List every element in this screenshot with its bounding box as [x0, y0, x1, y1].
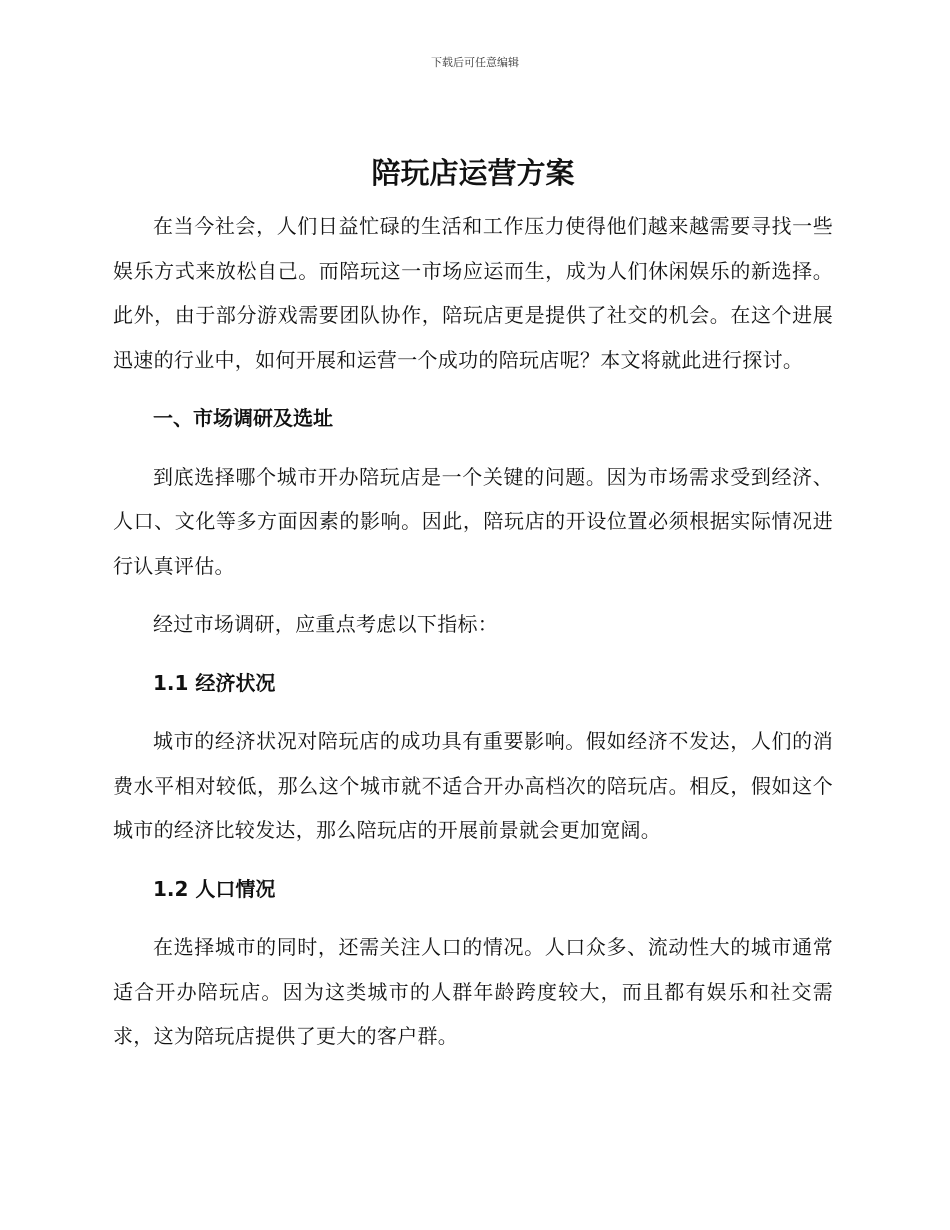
document-body	[113, 150, 833, 1059]
subsection-population-paragraph: 在选择城市的同时，还需关注人口的情况。人口众多、流动性大的城市通常适合开办陪玩店。因为这类城市的人群年龄跨度较大，而且都有娱乐和社交需求，这为陪玩店提供了更大的客户群。	[113, 935, 833, 1048]
section1-paragraph-1: 到底选择哪个城市开办陪玩店是一个关键的问题。因为市场需求受到经济、人口、文化等多方面因素的影响。因此，陪玩店的开设位置必须根据实际情况进行认真评估。	[113, 464, 833, 578]
intro-paragraph: 在当今社会，人们日益忙碌的生活和工作压力使得他们越来越需要寻找一些娱乐方式来放松自己。而陪玩这一市场应运而生，成为人们休闲娱乐的新选择。此外，由于部分游戏需要团队协作，陪玩店更是提供了社交的机会。在这个进展迅速的行业中，如何开展和运营一个成功的陪玩店呢？本文将就此进行探讨。	[113, 214, 833, 372]
section1-paragraph-2: 经过市场调研，应重点考虑以下指标：	[153, 612, 499, 636]
header-note: 下载后可任意编辑	[431, 56, 519, 69]
subsection-economy-paragraph: 城市的经济状况对陪玩店的成功具有重要影响。假如经济不发达，人们的消费水平相对较低，那么这个城市就不适合开办高档次的陪玩店。相反，假如这个城市的经济比较发达，那么陪玩店的开展前景就会更加宽阔。	[113, 729, 833, 842]
section-heading-market-research: 一、市场调研及选址	[153, 406, 333, 430]
subsection-heading-economy: 1.1 经济状况	[153, 670, 276, 695]
subsection-heading-population: 1.2 人口情况	[153, 876, 276, 901]
document-title: 陪玩店运营方案	[371, 156, 575, 190]
